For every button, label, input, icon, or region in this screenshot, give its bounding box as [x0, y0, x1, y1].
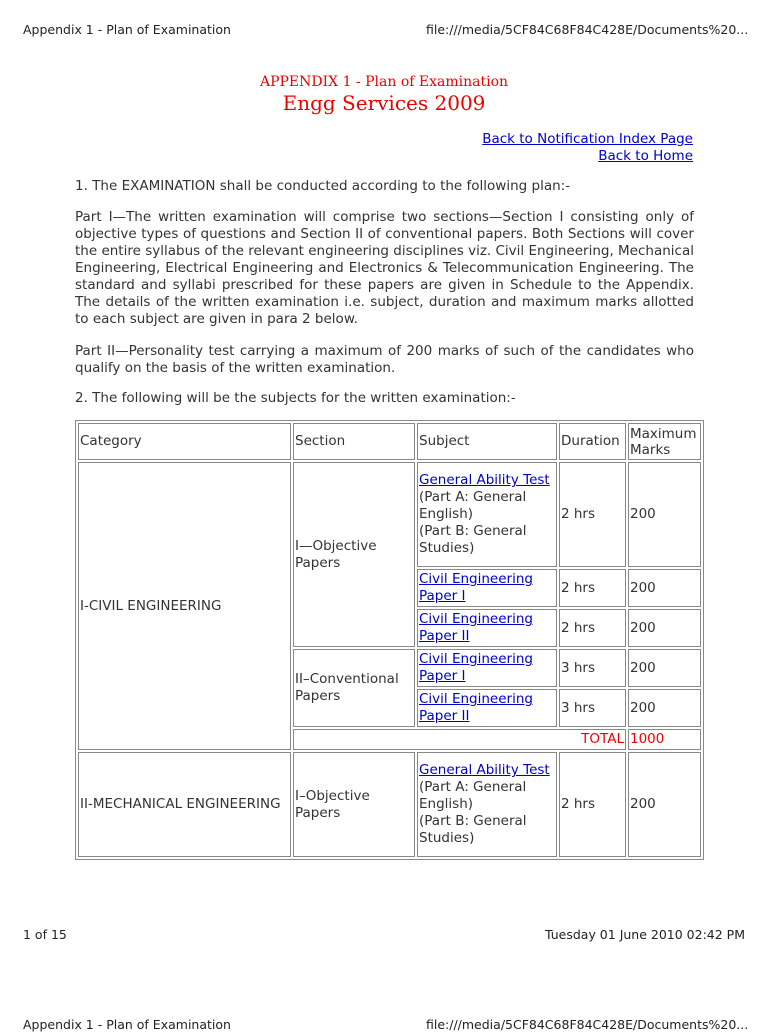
marks-cell: 200: [628, 569, 701, 607]
duration-cell: 2 hrs: [559, 752, 626, 857]
marks-cell: 200: [628, 689, 701, 727]
browser-page-title: Appendix 1 - Plan of Examination: [23, 22, 231, 37]
subject-note: (Part A: General English): [419, 779, 527, 812]
table-row: [78, 462, 701, 567]
duration-cell: 3 hrs: [559, 649, 626, 687]
page-counter: 1 of 15: [23, 927, 67, 942]
paragraph-part-one: Part I—The written examination will comprise two sections—Section I consisting only of objective types of questions and Section II of conventional papers. Both Sections will cover the entire syllabus of the relevant engineering disciplines viz. Civil Engineering, Mechanical Engineering, Electrical Engineering and Electronics & Telecommunication Engineering. The standard and syllabi prescribed for these papers are given in Schedule to the Appendix. The details of the written examination i.e. subject, duration and maximum marks allotted to each subject are given in para 2 below.: [75, 209, 694, 327]
section-mech-objective: I–Objective Papers: [293, 752, 415, 857]
subject-note: (Part B: General Studies): [419, 523, 527, 556]
subject-cell: [417, 569, 557, 607]
next-page-title: Appendix 1 - Plan of Examination: [23, 1017, 231, 1032]
subject-link[interactable]: General Ability Test: [419, 762, 550, 778]
subject-cell: [417, 689, 557, 727]
marks-cell: 200: [628, 649, 701, 687]
marks-cell: 200: [628, 752, 701, 857]
subject-link[interactable]: Civil Engineering Paper II: [419, 611, 533, 644]
next-page-url: file:///media/5CF84C68F84C428E/Documents%20...: [426, 1017, 749, 1032]
exam-plan-table: [75, 420, 704, 860]
back-to-index-link[interactable]: Back to Notification Index Page: [482, 131, 693, 147]
subject-link[interactable]: Civil Engineering Paper I: [419, 651, 533, 684]
marks-cell: 200: [628, 609, 701, 647]
back-to-home-link[interactable]: Back to Home: [598, 148, 693, 164]
section-civil-conventional: II–Conventional Papers: [293, 649, 415, 727]
nav-links: [482, 131, 693, 165]
subject-cell: [417, 462, 557, 567]
paragraph-plan-intro: 1. The EXAMINATION shall be conducted according to the following plan:-: [75, 178, 571, 194]
total-value: 1000: [628, 729, 701, 750]
subject-cell: [417, 752, 557, 857]
paragraph-subjects-intro: 2. The following will be the subjects for the written examination:-: [75, 390, 516, 406]
subject-link[interactable]: General Ability Test: [419, 472, 550, 488]
paragraph-part-two: Part II—Personality test carrying a maximum of 200 marks of such of the candidates who qualify on the basis of the written examination.: [75, 343, 694, 376]
subject-note: (Part B: General Studies): [419, 813, 527, 846]
browser-url: file:///media/5CF84C68F84C428E/Documents%20...: [426, 22, 749, 37]
marks-cell: 200: [628, 462, 701, 567]
header-section: Section: [293, 423, 415, 460]
section-civil-objective: I—Objective Papers: [293, 462, 415, 647]
table-header-row: [78, 423, 701, 460]
header-max-marks: Maximum Marks: [628, 423, 701, 460]
subject-link[interactable]: Civil Engineering Paper II: [419, 691, 533, 724]
subject-cell: [417, 609, 557, 647]
duration-cell: 3 hrs: [559, 689, 626, 727]
total-label: TOTAL: [293, 729, 626, 750]
subject-link[interactable]: Civil Engineering Paper I: [419, 571, 533, 604]
duration-cell: 2 hrs: [559, 462, 626, 567]
appendix-title: APPENDIX 1 - Plan of Examination: [259, 74, 509, 90]
category-mechanical: II-MECHANICAL ENGINEERING: [78, 752, 291, 857]
subject-note: (Part A: General English): [419, 489, 527, 522]
duration-cell: 2 hrs: [559, 569, 626, 607]
header-subject: Subject: [417, 423, 557, 460]
duration-cell: 2 hrs: [559, 609, 626, 647]
page-title: Engg Services 2009: [282, 91, 486, 115]
header-duration: Duration: [559, 423, 626, 460]
table-row: [78, 752, 701, 857]
header-category: Category: [78, 423, 291, 460]
category-civil: I-CIVIL ENGINEERING: [78, 462, 291, 750]
print-datetime: Tuesday 01 June 2010 02:42 PM: [544, 927, 745, 942]
subject-cell: [417, 649, 557, 687]
